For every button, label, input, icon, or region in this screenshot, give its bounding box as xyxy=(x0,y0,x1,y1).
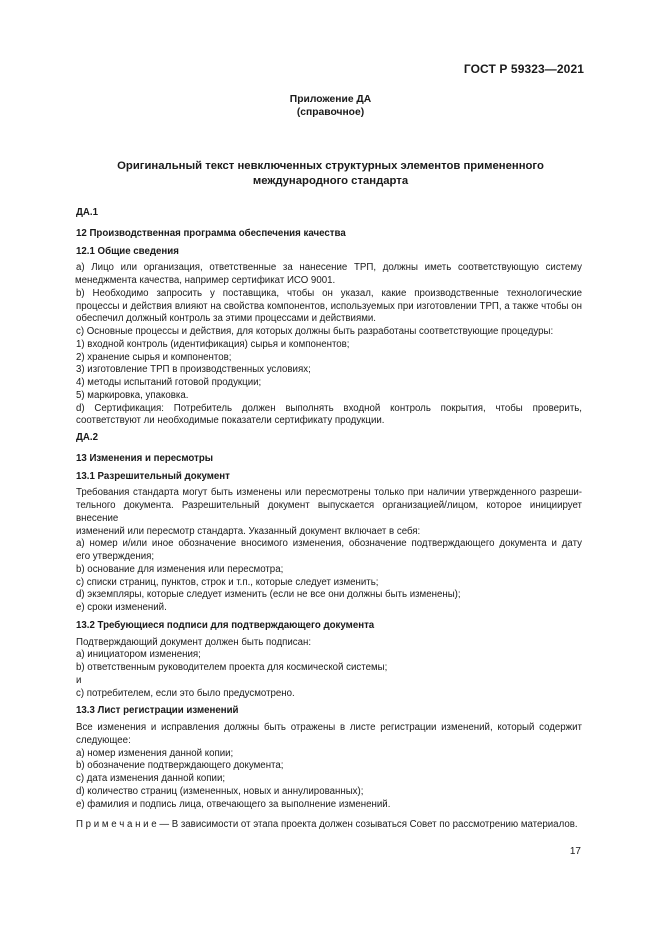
subsection-heading: 13.2 Требующиеся подписи для подтверждающего документа xyxy=(76,619,375,631)
section-label-da2: ДА.2 xyxy=(76,432,98,443)
text-line: а) Лицо или организация, ответственные за нанесение ТРП, должны иметь соответствующую систему xyxy=(76,262,582,274)
note xyxy=(76,819,582,832)
page-number: 17 xyxy=(569,846,581,857)
paragraph-a xyxy=(76,262,582,288)
list-connector: и xyxy=(76,674,82,686)
text-line: тельного документа. Разрешительный документ выпускается организацией/лицом, которое инициирует внесение xyxy=(76,500,582,524)
subsection-heading: 12.1 Общие сведения xyxy=(76,245,179,257)
document-body xyxy=(76,207,582,832)
list-item: 3) изготовление ТРП в производственных условиях; xyxy=(76,364,311,376)
list-item: d) экземпляры, которые следует изменить (если не все они должны быть изменены); xyxy=(76,589,461,601)
list-item: 5) маркировка, упаковка. xyxy=(76,389,189,401)
text-line: изменений или пересмотр стандарта. Указанный документ включает в себя: xyxy=(76,525,421,537)
list-item: b) обозначение подтверждающего документа; xyxy=(76,760,284,772)
section-heading: 13 Изменения и пересмотры xyxy=(76,452,214,464)
title-line: Оригинальный текст невключенных структурных элементов примененного xyxy=(117,160,544,172)
text-line: его утверждения; xyxy=(76,551,155,562)
text-line: менеджмента качества, например сертификат ИСО 9001. xyxy=(75,275,336,286)
text-line: следующее: xyxy=(76,734,131,746)
note-label: П р и м е ч а н и е xyxy=(76,819,157,831)
appendix-header xyxy=(0,93,661,119)
paragraph-d xyxy=(76,403,582,429)
paragraph xyxy=(76,487,582,538)
procedures-list xyxy=(76,339,582,403)
subsection-heading: 13.3 Лист регистрации изменений xyxy=(76,705,239,717)
list-item: 1) входной контроль (идентификация) сырья и компонентов; xyxy=(76,338,350,350)
section-heading: 12 Производственная программа обеспечения качества xyxy=(76,227,346,239)
text-line: b) Необходимо запросить у поставщика, чтобы он указал, какие производственные технологические xyxy=(76,287,582,299)
note-text: — В зависимости от этапа проекта должен созываться Совет по рассмотрению материалов. xyxy=(156,819,578,831)
appendix-subtitle: (справочное) xyxy=(296,107,365,118)
standard-number: ГОСТ Р 59323—2021 xyxy=(463,62,584,76)
list-item: е) фамилия и подпись лица, отвечающего за выполнение изменений. xyxy=(76,798,391,810)
list-item: d) количество страниц (измененных, новых и аннулированных); xyxy=(76,785,364,797)
document-title xyxy=(80,159,581,189)
list-item: b) ответственным руководителем проекта для космической системы; xyxy=(76,662,388,673)
paragraph-b xyxy=(76,288,582,326)
list-item: а) инициатором изменения; xyxy=(76,649,201,661)
title-line: международного стандарта xyxy=(252,175,409,187)
appendix-title: Приложение ДА xyxy=(289,94,372,105)
list-item: 4) методы испытаний готовой продукции; xyxy=(76,377,262,388)
list-item: e) сроки изменений. xyxy=(76,602,167,613)
paragraph-c: с) Основные процессы и действия, для которых должны быть разработаны соответствующие процедуры: xyxy=(76,326,554,337)
text-line: Все изменения и исправления должны быть отражены в листе регистрации изменений, который содержит xyxy=(76,722,582,733)
list-item: а) номер изменения данной копии; xyxy=(76,747,234,759)
paragraph xyxy=(76,722,582,748)
text-line: соответствуют ли необходимые показатели сертификату продукции. xyxy=(76,415,385,427)
text-line: процессы и действия влияют на свойства компонентов, используемых при изготовлении ТРП, а также чтобы он xyxy=(76,300,582,312)
list-item: с) потребителем, если это было предусмотрено. xyxy=(76,687,295,699)
list-item: с) дата изменения данной копии; xyxy=(76,773,226,784)
text-line: a) номер и/или иное обозначение вносимого изменения, обозначение подтверждающего документа и дату xyxy=(76,538,582,550)
list-item xyxy=(76,538,582,564)
text-line: обеспечил должный контроль за этими процессами и действиями. xyxy=(76,313,376,325)
list-item: b) основание для изменения или пересмотра; xyxy=(76,563,284,575)
section-label-da1: ДА.1 xyxy=(76,207,98,218)
text-line: d) Сертификация: Потребитель должен выполнять входной контроль покрытия, чтобы проверить, xyxy=(76,402,582,414)
list-item: c) списки страниц, пунктов, строк и т.п., которые следует изменить; xyxy=(76,576,379,588)
list-item: 2) хранение сырья и компонентов; xyxy=(76,351,232,363)
text-line: Требования стандарта могут быть изменены или пересмотрены только при наличии утвержденного разреши- xyxy=(76,487,582,499)
subsection-heading: 13.1 Разрешительный документ xyxy=(76,470,230,482)
paragraph: Подтверждающий документ должен быть подписан: xyxy=(76,636,312,648)
